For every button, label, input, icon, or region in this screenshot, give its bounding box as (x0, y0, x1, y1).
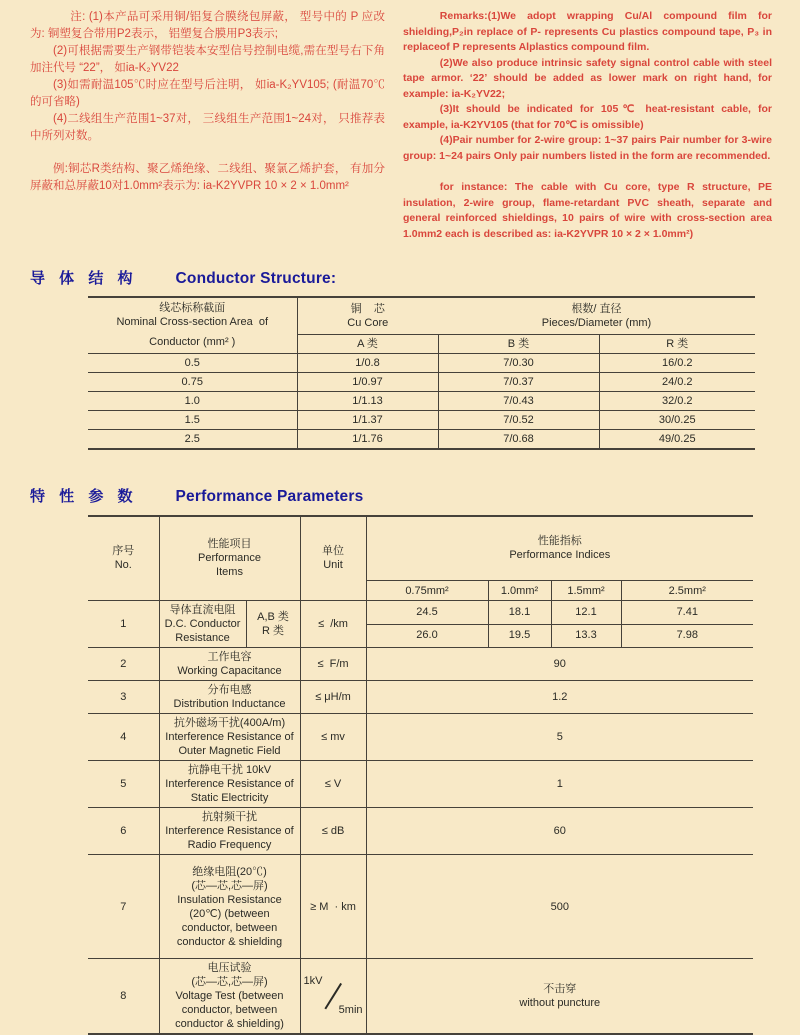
indices-header-en: Performance Indices (370, 548, 751, 562)
item-en: D.C. Conductor Resistance (163, 617, 243, 645)
item-zh: 抗射频干扰 (163, 810, 297, 824)
row-no: 3 (88, 681, 159, 714)
item-zh2: (芯—芯,芯—屏) (163, 879, 297, 893)
class-r-cell: 24/0.2 (599, 372, 755, 391)
table-row (88, 855, 753, 959)
class-a-cell: 1/1.76 (297, 429, 438, 448)
unit-cell: ≤ dB (300, 808, 366, 855)
table-row (88, 959, 753, 1034)
size-cell: 1.5 (88, 410, 297, 429)
value-cell: 60 (366, 808, 753, 855)
value-cell: 500 (366, 855, 753, 959)
item-zh: 抗静电干扰 10kV (163, 763, 297, 777)
heading-zh: 特 性 参 数 (30, 485, 138, 506)
class-r-cell: 49/0.25 (599, 429, 755, 448)
value-cell (366, 959, 753, 1034)
size-cell: 2.5 (88, 429, 297, 448)
row-no: 4 (88, 714, 159, 761)
heading-en: Conductor Structure: (176, 270, 337, 288)
col1-header-zh: 线芯标称截面 (91, 301, 294, 315)
value-cell: 19.5 (488, 624, 551, 648)
unit-header-en: Unit (304, 558, 363, 572)
class-b-cell: 7/0.37 (438, 372, 599, 391)
unit-header-zh: 单位 (304, 544, 363, 558)
item-en: Distribution Inductance (163, 697, 297, 711)
cu-core-zh: 铜 芯 (301, 302, 436, 316)
class-a-cell: 1/1.37 (297, 410, 438, 429)
unit-header (300, 517, 366, 601)
no-header-en: No. (91, 558, 156, 572)
class-r-cell: 16/0.2 (599, 353, 755, 372)
class-a-cell: 1/1.13 (297, 391, 438, 410)
notes-chinese (30, 9, 385, 242)
size-cell: 0.75 (88, 372, 297, 391)
value-zh: 不击穿 (370, 982, 751, 996)
col1-header-en1: Nominal Cross-section Area of (91, 315, 294, 329)
class-a-cell: 1/0.97 (297, 372, 438, 391)
value-cell: 7.41 (621, 601, 753, 625)
item-en: Insulation Resistance (20℃) (between conductor, between conductor & shielding (163, 893, 297, 949)
value-cell: 13.3 (551, 624, 621, 648)
item-cell (159, 681, 300, 714)
unit-cell: ≤ μH/m (300, 681, 366, 714)
pieces-zh: 根数/ 直径 (441, 302, 752, 316)
remark-en-1: Remarks:(1)We adopt wrapping Cu/Al compound film for shielding,P₂in replace of P- represents Cu plastics compound tape, P₃ in replaceof P represents Alplastics compound film. (403, 9, 772, 56)
item-en: Voltage Test (between conductor, between conductor & shielding) (163, 989, 297, 1031)
note-cn-example: 例:铜芯R类结构、聚乙烯绝缘、二线组、聚氯乙烯护套， 有加分屏蔽和总屏蔽10对1.0mm²表示为: ia-K2YVPR 10 × 2 × 1.0mm² (30, 161, 385, 195)
table-row (88, 601, 753, 625)
items-header (159, 517, 300, 601)
value-cell: 1.2 (366, 681, 753, 714)
table-row (88, 353, 755, 372)
value-en: without puncture (370, 996, 751, 1010)
value-cell: 12.1 (551, 601, 621, 625)
class-b-cell: 7/0.30 (438, 353, 599, 372)
note-cn-3: (3)如需耐温105℃时应在型号后注明， 如ia-K₂YV105; (耐温70℃的可省略) (30, 77, 385, 111)
note-cn-2: (2)可根据需要生产钢带铠装本安型信号控制电缆,需在型号右下角加注代号 “22”， 如ia-K₂YV22 (30, 43, 385, 77)
row-no: 8 (88, 959, 159, 1034)
class-b-header: B 类 (438, 334, 599, 353)
cu-core-header (297, 298, 438, 334)
pieces-diameter-header (438, 298, 755, 334)
size-col-header: 1.5mm² (551, 581, 621, 601)
size-cell: 1.0 (88, 391, 297, 410)
item-cell (159, 761, 300, 808)
table-row (88, 429, 755, 448)
class-ab-label: A,B 类 (250, 610, 297, 624)
value-cell: 90 (366, 648, 753, 681)
no-header-zh: 序号 (91, 544, 156, 558)
table-row (88, 410, 755, 429)
table-row (88, 714, 753, 761)
row-no: 5 (88, 761, 159, 808)
conductor-structure-table (88, 296, 755, 450)
unit-cell: ≥ M · km (300, 855, 366, 959)
unit-numerator: 1kV (304, 974, 323, 988)
no-header (88, 517, 159, 601)
heading-zh: 导 体 结 构 (30, 267, 138, 288)
unit-cell: ≤ /km (300, 601, 366, 648)
size-cell: 0.5 (88, 353, 297, 372)
class-r-cell: 32/0.2 (599, 391, 755, 410)
col1-header-en2: Conductor (mm² ) (91, 335, 294, 349)
remark-en-3: (3)It should be indicated for 105℃ heat-resistant cable, for example, ia-K2YV105 (that for 70℃ is omissible) (403, 102, 772, 133)
performance-parameters-table (88, 515, 753, 1035)
class-a-header: A 类 (297, 334, 438, 353)
class-r-label: R 类 (250, 624, 297, 638)
value-cell: 5 (366, 714, 753, 761)
item-cell (159, 648, 300, 681)
item-en: Working Capacitance (163, 664, 297, 678)
table-row (88, 681, 753, 714)
notes-section (0, 0, 800, 242)
row-no: 2 (88, 648, 159, 681)
unit-cell: ≤ F/m (300, 648, 366, 681)
value-cell: 1 (366, 761, 753, 808)
note-cn-1: 注: (1)本产品可采用铜/铝复合膜绕包屏蔽， 型号中的 P 应改为: 铜塑复合带用P2表示， 铝塑复合膜用P3表示; (30, 9, 385, 43)
table-row (88, 761, 753, 808)
value-cell: 24.5 (366, 601, 488, 625)
item-en: Interference Resistance of Outer Magnetic Field (163, 730, 297, 758)
unit-cell (300, 959, 366, 1034)
size-col-header: 1.0mm² (488, 581, 551, 601)
size-col-header: 2.5mm² (621, 581, 753, 601)
remark-en-2: (2)We also produce intrinsic safety signal control cable with steel tape armor. ‘22’ should be added as lower mark on right hand, for example: ia-K₂YV22; (403, 56, 772, 103)
indices-header-zh: 性能指标 (370, 534, 751, 548)
item-cell (159, 855, 300, 959)
item-cell (159, 959, 300, 1034)
heading-en: Performance Parameters (176, 488, 364, 506)
row-no: 6 (88, 808, 159, 855)
row-no: 7 (88, 855, 159, 959)
size-col-header: 0.75mm² (366, 581, 488, 601)
item-en: Interference Resistance of Static Electricity (163, 777, 297, 805)
item-zh: 分布电感 (163, 683, 297, 697)
items-header-zh: 性能项目 (163, 537, 297, 551)
item-cell (159, 714, 300, 761)
class-r-cell: 30/0.25 (599, 410, 755, 429)
item-en: Interference Resistance of Radio Frequency (163, 824, 297, 852)
item-zh2: (芯—芯,芯—屏) (163, 975, 297, 989)
item-zh: 工作电容 (163, 650, 297, 664)
unit-cell: ≤ mv (300, 714, 366, 761)
conductor-structure-heading (30, 267, 800, 288)
remark-en-4: (4)Pair number for 2-wire group: 1~37 pairs Pair number for 3-wire group: 1~24 pairs Only pair numbers listed in the form are recommended. (403, 133, 772, 164)
class-r-header: R 类 (599, 334, 755, 353)
unit-cell: ≤ V (300, 761, 366, 808)
item-zh: 导体直流电阻 (163, 603, 243, 617)
unit-denominator: 5min (339, 1003, 363, 1017)
table-row (88, 391, 755, 410)
row-no: 1 (88, 601, 159, 648)
item-cell (159, 601, 246, 648)
item-zh: 电压试验 (163, 961, 297, 975)
value-cell: 7.98 (621, 624, 753, 648)
conductor-col1-header (88, 298, 297, 353)
item-zh: 绝缘电阻(20℃) (163, 865, 297, 879)
value-cell: 26.0 (366, 624, 488, 648)
class-b-cell: 7/0.43 (438, 391, 599, 410)
performance-parameters-heading (30, 485, 800, 506)
class-cell (246, 601, 300, 648)
table-row (88, 648, 753, 681)
class-b-cell: 7/0.68 (438, 429, 599, 448)
remarks-english (403, 9, 772, 242)
class-b-cell: 7/0.52 (438, 410, 599, 429)
item-cell (159, 808, 300, 855)
table-row (88, 808, 753, 855)
note-cn-4: (4)二线组生产范围1~37对， 三线组生产范围1~24对， 只推荐表中所列对数。 (30, 111, 385, 145)
class-a-cell: 1/0.8 (297, 353, 438, 372)
indices-header (366, 517, 753, 581)
cu-core-en: Cu Core (301, 316, 436, 330)
table-row (88, 372, 755, 391)
pieces-en: Pieces/Diameter (mm) (441, 316, 752, 330)
items-header-en1: Performance (163, 551, 297, 565)
remark-en-example: for instance: The cable with Cu core, type R structure, PE insulation, 2-wire group, flame-retardant PVC sheath, separate and general reinforced shieldings, 10 pairs of wire with cross-section area 1.0mm2 each is described as: ia-K2YVPR 10 × 2 × 1.0mm²) (403, 180, 772, 242)
value-cell: 18.1 (488, 601, 551, 625)
item-zh: 抗外磁场干扰(400A/m) (163, 716, 297, 730)
items-header-en2: Items (163, 565, 297, 579)
